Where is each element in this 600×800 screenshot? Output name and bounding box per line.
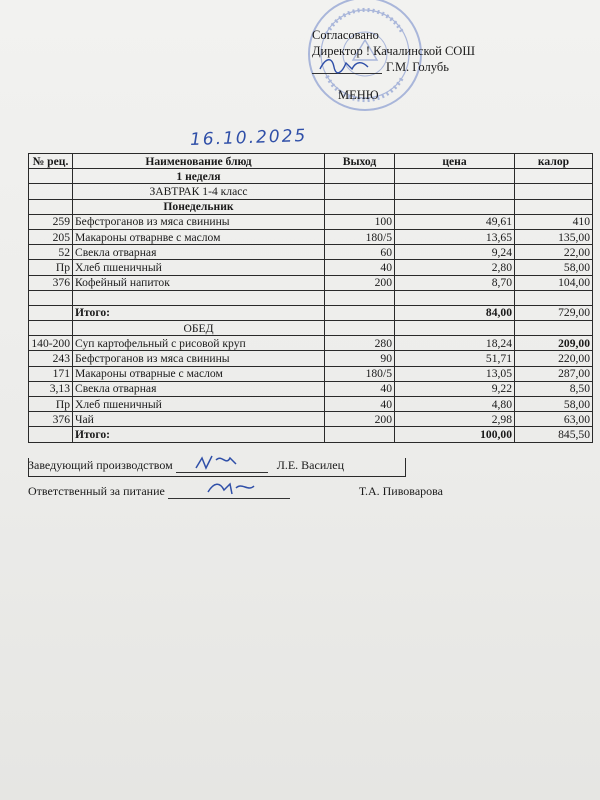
dish-name: Макароны отварные с маслом [73,366,325,381]
recipe-number: 243 [29,351,73,366]
calories: 22,00 [515,245,593,260]
price: 2,98 [395,412,515,427]
table-row [29,275,593,290]
calories: 135,00 [515,229,593,244]
lunch-total-calories: 845,50 [515,427,593,442]
lunch-title-row [29,321,593,336]
approval-director-line: Директор ! Качалинской СОШ [312,44,475,58]
week-label: 1 неделя [73,169,325,184]
price: 49,61 [395,214,515,229]
header-recipe-number: № рец. [29,154,73,169]
table-header-row [29,154,593,169]
breakfast-total-label: Итого: [73,305,325,320]
table-row [29,260,593,275]
dish-name: Хлеб пшеничный [73,260,325,275]
lunch-total-label: Итого: [73,427,325,442]
lunch-title: ОБЕД [73,321,325,336]
portion: 40 [325,381,395,396]
portion: 90 [325,351,395,366]
portion: 40 [325,260,395,275]
table-row [29,351,593,366]
approval-block [312,27,475,75]
blank-row [29,290,593,305]
price: 9,22 [395,381,515,396]
calories: 287,00 [515,366,593,381]
signatures-block [28,458,443,506]
price: 13,05 [395,366,515,381]
calories: 220,00 [515,351,593,366]
portion: 180/5 [325,229,395,244]
handwritten-date: 16.10.2025 [189,125,308,151]
recipe-number: 376 [29,412,73,427]
calories: 410 [515,214,593,229]
breakfast-title: ЗАВТРАК 1-4 класс [73,184,325,199]
table-row [29,245,593,260]
menu-table [28,153,593,443]
breakfast-total-price: 84,00 [395,305,515,320]
portion: 200 [325,412,395,427]
recipe-number: 140-200 [29,336,73,351]
approval-director-name: Г.М. Голубь [386,60,449,74]
price: 9,24 [395,245,515,260]
dish-name: Хлеб пшеничный [73,397,325,412]
price: 18,24 [395,336,515,351]
table-row [29,366,593,381]
nutrition-resp-signature [168,486,290,499]
day-row [29,199,593,214]
price: 13,65 [395,229,515,244]
table-row [29,214,593,229]
dish-name: Бефстроганов из мяса свинины [73,351,325,366]
price: 2,80 [395,260,515,275]
calories: 58,00 [515,260,593,275]
recipe-number: 52 [29,245,73,260]
recipe-number: Пр [29,260,73,275]
breakfast-title-row [29,184,593,199]
portion: 280 [325,336,395,351]
portion: 100 [325,214,395,229]
recipe-number: 376 [29,275,73,290]
nutrition-resp-name: Т.А. Пивоварова [358,484,443,498]
lunch-total-row [29,427,593,442]
calories: 209,00 [515,336,593,351]
table-row [29,229,593,244]
dish-name: Свекла отварная [73,381,325,396]
price: 51,71 [395,351,515,366]
breakfast-total-row [29,305,593,320]
portion: 180/5 [325,366,395,381]
table-row [29,336,593,351]
recipe-number: 171 [29,366,73,381]
lunch-total-price: 100,00 [395,427,515,442]
price: 4,80 [395,397,515,412]
breakfast-total-calories: 729,00 [515,305,593,320]
portion: 40 [325,397,395,412]
table-row [29,412,593,427]
header-dish-name: Наименование блюд [73,154,325,169]
table-row [29,397,593,412]
nutrition-resp-label: Ответственный за питание [28,484,165,498]
approval-signature-row [312,59,475,75]
document-title: МЕНЮ [338,88,379,102]
calories: 104,00 [515,275,593,290]
dish-name: Суп картофельный с рисовой круп [73,336,325,351]
dish-name: Чай [73,412,325,427]
production-head-label: Заведующий производством [28,458,173,472]
week-row [29,169,593,184]
dish-name: Кофейный напиток [73,275,325,290]
approval-agreed: Согласовано [312,28,379,42]
header-calories: калор [515,154,593,169]
portion: 200 [325,275,395,290]
table-row [29,381,593,396]
day-label: Понедельник [73,199,325,214]
dish-name: Свекла отварная [73,245,325,260]
calories: 58,00 [515,397,593,412]
recipe-number: 205 [29,229,73,244]
production-head-row [28,458,443,480]
recipe-number: 259 [29,214,73,229]
header-portion: Выход [325,154,395,169]
header-price: цена [395,154,515,169]
dish-name: Бефстроганов из мяса свинины [73,214,325,229]
production-head-signature [176,460,268,473]
calories: 8,50 [515,381,593,396]
nutrition-resp-row [28,484,443,506]
director-signature [312,61,382,74]
recipe-number: 3,13 [29,381,73,396]
dish-name: Макароны отварнве с маслом [73,229,325,244]
price: 8,70 [395,275,515,290]
calories: 63,00 [515,412,593,427]
portion: 60 [325,245,395,260]
production-head-name: Л.Е. Василец [276,458,344,472]
recipe-number: Пр [29,397,73,412]
